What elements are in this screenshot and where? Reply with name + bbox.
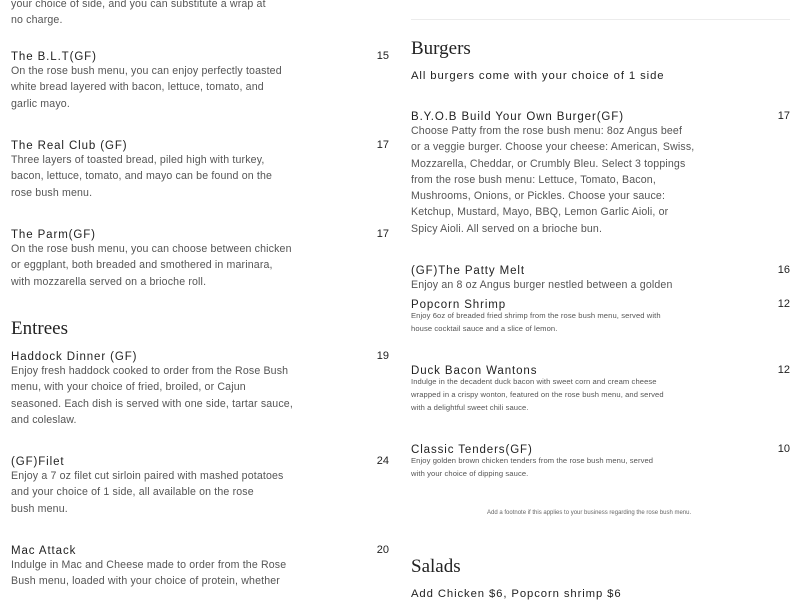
burgers-subtitle: All burgers come with your choice of 1 side — [411, 70, 665, 82]
description-line: or eggplant, both breaded and smothered in marinara, — [11, 259, 273, 272]
section-heading-salads: Salads — [411, 556, 461, 577]
description-line: rose bush menu. — [11, 186, 93, 199]
menu-item-description — [411, 376, 664, 414]
menu-item-price: 10 — [777, 443, 790, 455]
description-line: Mozzarella, Cheddar, or Crumbly Bleu. Select 3 toppings — [411, 157, 686, 170]
menu-item-price: 17 — [777, 110, 790, 122]
menu-item-price: 24 — [376, 455, 389, 467]
menu-item-title: B.Y.O.B Build Your Own Burger(GF) — [411, 111, 624, 123]
description-line: Spicy Aioli. All served on a brioche bun. — [411, 222, 603, 235]
menu-item-description — [411, 455, 653, 481]
divider — [411, 19, 790, 20]
description-line: garlic mayo. — [11, 97, 70, 110]
intro-line: no charge. — [11, 14, 63, 27]
menu-item-description — [11, 468, 284, 517]
description-line: Indulge in Mac and Cheese made to order from the Rose — [11, 559, 287, 571]
menu-item-description — [411, 123, 694, 237]
menu-item-price: 17 — [376, 228, 389, 240]
description-line: bacon, lettuce, tomato, and mayo can be found on the — [11, 170, 273, 183]
description-line: wrapped in a crispy wonton, featured on the rose bush menu, and served — [411, 389, 664, 399]
salads-subtitle: Add Chicken $6, Popcorn shrimp $6 — [411, 588, 622, 600]
menu-item-price: 17 — [376, 139, 389, 151]
description-line: Enjoy fresh haddock cooked to order from the Rose Bush — [11, 365, 289, 377]
menu-item — [11, 455, 391, 465]
description-line: On the rose bush menu, you can choose between chicken — [11, 243, 292, 255]
menu-item-title: The B.L.T(GF) — [11, 51, 97, 63]
menu-item-price: 20 — [376, 544, 389, 556]
menu-item-price: 16 — [777, 264, 790, 276]
menu-item-description — [11, 557, 286, 590]
menu-item-title: Duck Bacon Wantons — [411, 365, 538, 377]
description-line: Ketchup, Mustard, Mayo, BBQ, Lemon Garlic Aioli, or — [411, 206, 669, 219]
description-line: white bread layered with bacon, lettuce, tomato, and — [11, 81, 264, 94]
menu-item-price: 12 — [777, 298, 790, 310]
menu-item-description — [11, 363, 293, 428]
description-line: with mozzarella served on a brioche roll. — [11, 275, 207, 288]
description-line: and coleslaw. — [11, 413, 77, 426]
menu-item-title: (GF)Filet — [11, 456, 65, 468]
description-line: Choose Patty from the rose bush menu: 8oz Angus beef — [411, 125, 683, 137]
footnote: Add a footnote if this applies to your business regarding the rose bush menu. — [487, 510, 692, 516]
menu-item-title: Popcorn Shrimp — [411, 299, 507, 311]
description-line: seasoned. Each dish is served with one side, tartar sauce, — [11, 397, 293, 410]
section-heading-burgers: Burgers — [411, 38, 471, 59]
description-line: Enjoy 6oz of breaded fried shrimp from the rose bush menu, served with — [411, 311, 661, 320]
description-line: house cocktail sauce and a slice of lemon. — [411, 323, 558, 333]
description-line: or a veggie burger. Choose your cheese: American, Swiss, — [411, 141, 695, 154]
description-line: Three layers of toasted bread, piled high with turkey, — [11, 154, 265, 166]
description-line: from the rose bush menu: Lettuce, Tomato, Bacon, — [411, 173, 656, 186]
menu-item-description — [11, 63, 282, 112]
section-heading-entrees: Entrees — [11, 318, 68, 339]
intro-line: your choice of side, and you can substitute a wrap at — [11, 0, 266, 10]
description-line: Mushrooms, Onions, or Pickles. Choose your sauce: — [411, 190, 666, 203]
description-line: menu, with your choice of fried, broiled, or Cajun — [11, 381, 246, 394]
description-line: On the rose bush menu, you can enjoy perfectly toasted — [11, 65, 282, 77]
menu-item-price: 12 — [777, 364, 790, 376]
menu-item-title: Haddock Dinner (GF) — [11, 351, 138, 363]
description-line: Enjoy golden brown chicken tenders from the rose bush menu, served — [411, 456, 654, 465]
menu-item-title: Mac Attack — [11, 545, 77, 557]
description-line: Enjoy a 7 oz filet cut sirloin paired with mashed potatoes — [11, 470, 284, 482]
menu-item-title: The Real Club (GF) — [11, 140, 128, 152]
intro-text — [11, 0, 266, 29]
description-line: with a delightful sweet chili sauce. — [411, 402, 529, 412]
description-line: bush menu. — [11, 502, 68, 515]
description-line: Indulge in the decadent duck bacon with sweet corn and cream cheese — [411, 377, 657, 386]
menu-item-price: 19 — [376, 350, 389, 362]
menu-item-description — [411, 277, 673, 293]
description-line: with your choice of dipping sauce. — [411, 468, 529, 478]
menu-item-title: Classic Tenders(GF) — [411, 444, 533, 456]
menu-item-description — [411, 310, 661, 336]
description-line: Enjoy an 8 oz Angus burger nestled between a golden — [411, 279, 673, 291]
description-line: and your choice of 1 side, all available on the rose — [11, 486, 254, 499]
menu-item-description — [11, 241, 292, 290]
menu-item-title: The Parm(GF) — [11, 229, 96, 241]
description-line: Bush menu, loaded with your choice of protein, whether — [11, 575, 280, 588]
menu-item-title: (GF)The Patty Melt — [411, 265, 525, 277]
menu-item-price: 15 — [376, 50, 389, 62]
menu-item-description — [11, 152, 272, 201]
